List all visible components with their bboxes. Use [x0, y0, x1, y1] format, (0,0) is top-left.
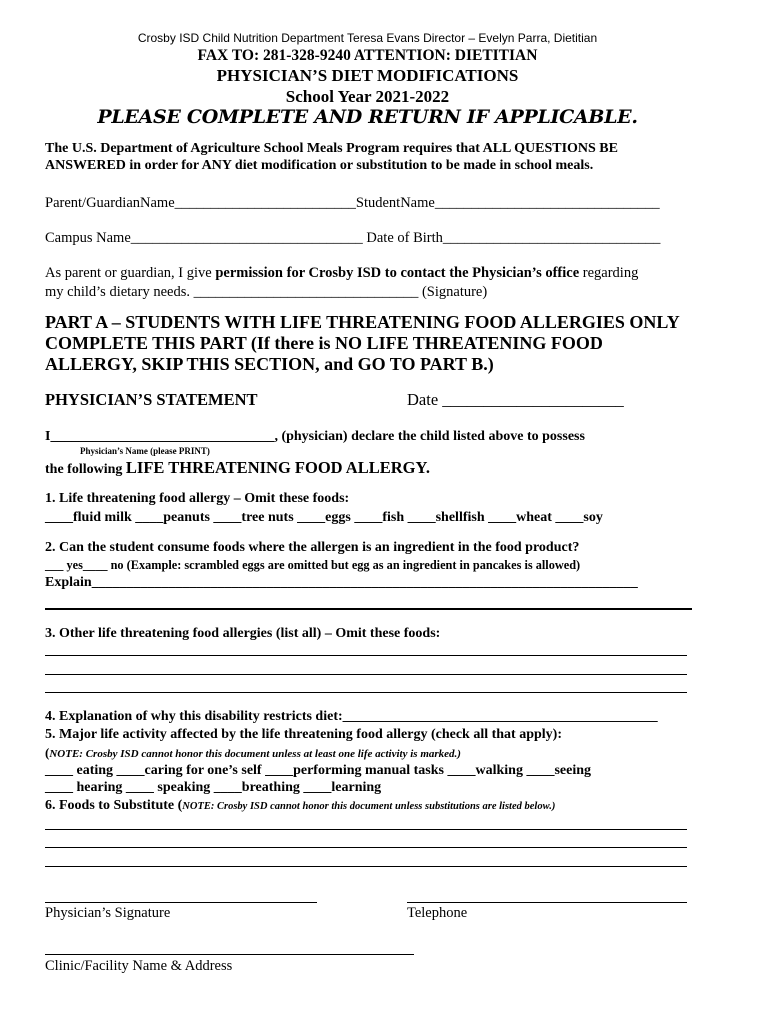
clinic-address-label: Clinic/Facility Name & Address — [45, 958, 233, 974]
school-year: School Year 2021-2022 — [285, 87, 450, 106]
part-a-heading-line3: ALLERGY, SKIP THIS SECTION, and GO TO PART B.) — [45, 354, 494, 374]
complete-instruction: PLEASE COMPLETE AND RETURN IF APPLICABLE. — [97, 106, 638, 128]
department-line: Crosby ISD Child Nutrition Department Teresa Evans Director – Evelyn Parra, Dietitian — [137, 31, 598, 45]
permission-signature-field[interactable]: my child’s dietary needs. _______________________________ (Signature) — [45, 284, 488, 300]
clinic-address-line[interactable] — [45, 954, 414, 955]
q5-note: (NOTE: Crosby ISD cannot honor this document unless at least one life activity is marked.) — [45, 745, 461, 760]
q1-food-options[interactable]: ____fluid milk ____peanuts ____tree nuts ____eggs ____fish ____shellfish ____wheat ____soy — [45, 510, 603, 525]
q2-yes-no-options[interactable]: ___ yes____ no (Example: scrambled eggs are omitted but egg as an ingredient in pancakes is allowed) — [45, 558, 581, 572]
q6-answer-line[interactable] — [45, 847, 687, 848]
parent-student-name-field[interactable]: Parent/GuardianName_________________________StudentName_______________________________ — [45, 195, 660, 211]
q3-answer-line[interactable] — [45, 674, 687, 675]
q3-label: 3. Other life threatening food allergies (list all) – Omit these foods: — [45, 626, 441, 641]
usda-notice-line1: The U.S. Department of Agriculture School Meals Program requires that ALL QUESTIONS BE — [45, 141, 618, 156]
q5-activity-options-row1[interactable]: ____ eating ____caring for one’s self ____performing manual tasks ____walking ____seeing — [45, 763, 591, 778]
statement-date-field[interactable]: Date ______________________ — [407, 390, 624, 409]
q6-answer-line[interactable] — [45, 866, 687, 867]
campus-dob-field[interactable]: Campus Name________________________________ Date of Birth______________________________ — [45, 230, 661, 246]
permission-line1: As parent or guardian, I give permission for Crosby ISD to contact the Physician’s office regarding — [45, 265, 639, 281]
q1-label: 1. Life threatening food allergy – Omit these foods: — [45, 491, 350, 506]
telephone-line[interactable] — [407, 902, 687, 903]
physician-signature-label: Physician’s Signature — [45, 905, 171, 921]
usda-notice-line2: ANSWERED in order for ANY diet modification or substitution to be made in school meals. — [45, 158, 594, 173]
q4-explanation-field[interactable]: 4. Explanation of why this disability restricts diet:_____________________________________________ — [45, 709, 658, 724]
q5-activity-options-row2[interactable]: ____ hearing ____ speaking ____breathing ____learning — [45, 780, 382, 795]
physician-signature-line[interactable] — [45, 902, 317, 903]
form-title: PHYSICIAN’S DIET MODIFICATIONS — [216, 66, 519, 85]
physician-statement-heading: PHYSICIAN’S STATEMENT — [45, 390, 258, 409]
part-a-heading-line1: PART A – STUDENTS WITH LIFE THREATENING FOOD ALLERGIES ONLY — [45, 312, 680, 332]
telephone-label: Telephone — [407, 905, 468, 921]
q2-label: 2. Can the student consume foods where the allergen is an ingredient in the food product? — [45, 540, 580, 555]
q3-answer-line[interactable] — [45, 692, 687, 693]
physician-name-hint: Physician’s Name (please PRINT) — [80, 446, 210, 456]
fax-line: FAX TO: 281-328-9240 ATTENTION: DIETITIAN — [197, 47, 538, 64]
q6-answer-line[interactable] — [45, 829, 687, 830]
section-divider — [45, 608, 692, 610]
q2-explain-field[interactable]: Explain______________________________________________________________________________ — [45, 575, 638, 590]
q5-label: 5. Major life activity affected by the life threatening food allergy (check all that apply): — [45, 727, 562, 742]
following-allergy-line: the following LIFE THREATENING FOOD ALLERGY. — [45, 458, 430, 477]
q6-label: 6. Foods to Substitute (NOTE: Crosby ISD cannot honor this document unless substitutions are listed below.) — [45, 798, 556, 813]
q3-answer-line[interactable] — [45, 655, 687, 656]
physician-declaration-field[interactable]: I________________________________, (physician) declare the child listed above to possess — [45, 429, 585, 444]
part-a-heading-line2: COMPLETE THIS PART (If there is NO LIFE THREATENING FOOD — [45, 333, 603, 353]
